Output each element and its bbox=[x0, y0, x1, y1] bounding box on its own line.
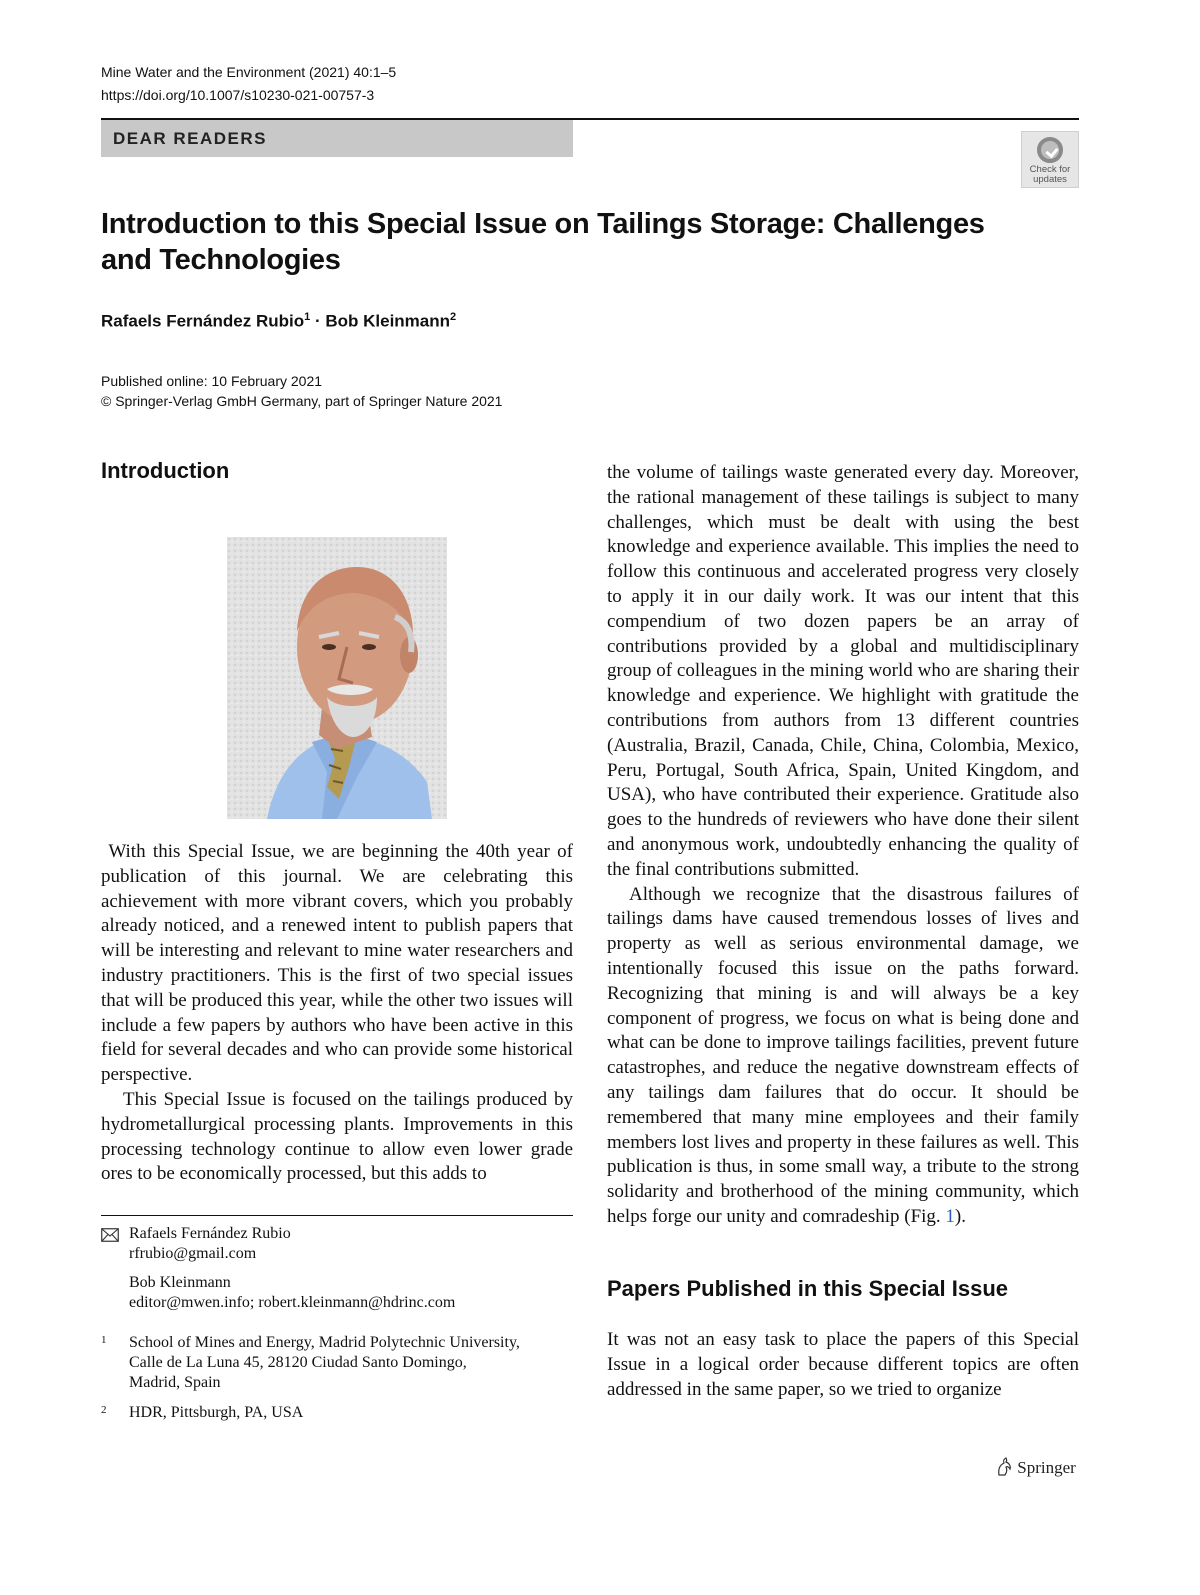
affiliation-marker[interactable]: 1 bbox=[304, 311, 311, 323]
article-title: Introduction to this Special Issue on Tailings Storage: Challenges and Technologies bbox=[101, 208, 985, 276]
body-paragraph: With this Special Issue, we are beginning the 40th year of publication of this journal. We are celebrating this achievement with more vibrant covers, which you probably already noticed, and a renewed intent to publish papers that will be interesting and relevant to mine water researchers and industry practitioners. This is the first of two special issues that will be produced this year, while the other two issues will include a few papers by authors who have been active in this field for several decades and who can provide some historical perspective. bbox=[101, 841, 573, 1086]
publisher-name: Springer bbox=[1017, 1458, 1076, 1477]
papers-published-heading: Papers Published in this Special Issue bbox=[607, 1276, 1009, 1301]
section-label: DEAR READERS bbox=[101, 120, 573, 157]
corresponding-author bbox=[129, 1224, 291, 1264]
affiliation-2: HDR, Pittsburgh, PA, USA bbox=[129, 1404, 304, 1421]
introduction-heading: Introduction bbox=[101, 458, 230, 483]
body-paragraph: the volume of tailings waste generated every day. Moreover, the rational management of these tailings is subject to many challenges, which must be dealt with using the best knowledge and experience available. This implies the need to follow this continuous and accelerated progress very closely to apply it in our daily work. It was our intent that this compendium of two dozen papers be an array of contributions provided by a global and multidisciplinary group of colleagues in the mining world who are sharing their knowledge and experience. We highlight with gratitude the contributions from authors from 13 different countries (Australia, Brazil, Canada, Chile, China, Colombia, Mexico, Peru, Portugal, South Africa, Spain, United Kingdom, and USA), who have contributed their experience. Gratitude also goes to the hundreds of reviewers who have done their silent and anonymous work, undoubtedly enhancing the quality of the final contributions submitted. bbox=[607, 462, 1079, 880]
journal-citation: Mine Water and the Environment (2021) 40:1–5 bbox=[101, 64, 397, 80]
contact-name: Rafaels Fernández Rubio bbox=[129, 1225, 291, 1242]
second-author-contact bbox=[129, 1273, 455, 1313]
author-portrait-photo bbox=[227, 537, 447, 819]
body-paragraph: This Special Issue is focused on the tailings produced by hydrometallurgical processing plants. Improvements in this processing technology continue to allow even lower grade ores to be economically processed, but this adds to bbox=[101, 1088, 573, 1185]
doi-link[interactable]: https://doi.org/10.1007/s10230-021-00757-3 bbox=[101, 87, 375, 103]
springer-horse-icon bbox=[995, 1457, 1013, 1477]
published-online: Published online: 10 February 2021 bbox=[101, 373, 323, 389]
affiliation-number: 2 bbox=[101, 1404, 107, 1416]
affiliation-number: 1 bbox=[101, 1334, 107, 1346]
body-column-right bbox=[607, 461, 1079, 1230]
contact-email[interactable]: rfrubio@gmail.com bbox=[129, 1245, 257, 1262]
check-updates-line1: Check for bbox=[1029, 164, 1071, 175]
affiliation-marker[interactable]: 2 bbox=[450, 311, 457, 323]
envelope-icon bbox=[101, 1228, 119, 1242]
copyright-line: © Springer-Verlag GmbH Germany, part of Springer Nature 2021 bbox=[101, 393, 503, 409]
contact-name: Bob Kleinmann bbox=[129, 1274, 231, 1291]
check-updates-icon bbox=[1037, 137, 1063, 163]
check-updates-line2: updates bbox=[1033, 174, 1067, 185]
body-paragraph: It was not an easy task to place the papers of this Special Issue in a logical order because different topics are often addressed in the same paper, so we tried to organize bbox=[607, 1329, 1079, 1400]
footnote-rule bbox=[101, 1215, 573, 1216]
body-column-right-lower bbox=[607, 1328, 1079, 1402]
body-column-left bbox=[101, 840, 573, 1187]
affiliation-1: School of Mines and Energy, Madrid Polytechnic University, Calle de La Luna 45, 28120 Ciudad Santo Domingo, Madrid, Spain bbox=[129, 1334, 520, 1391]
author-line bbox=[101, 311, 456, 332]
author-name[interactable]: Rafaels Fernández Rubio bbox=[101, 311, 305, 331]
contact-email[interactable]: editor@mwen.info; robert.kleinmann@hdrinc.com bbox=[129, 1294, 456, 1311]
check-for-updates-badge[interactable] bbox=[1021, 131, 1079, 188]
figure-reference-link[interactable]: 1 bbox=[945, 1205, 955, 1227]
body-paragraph: Although we recognize that the disastrous failures of tailings dams have caused tremendous losses of lives and property as well as serious environmental damage, we intentionally focused this issue on the paths forward. Recognizing that mining is and will always be a key component of progress, we focus on what is being done and what can be done to improve tailings facilities, prevent future catastrophes, and reduce the negative downstream effects of any tailings dam failures that do occur. It should be remembered that many mine employees and their family members lost lives and property in these failures as well. This publication is thus, in some small way, a tribute to the strong solidarity and brotherhood of the mining community, which helps forge our unity and comradeship (Fig. 1). bbox=[607, 883, 1079, 1227]
author-separator: · bbox=[310, 311, 326, 331]
publication-info bbox=[101, 371, 502, 411]
publisher-logo bbox=[995, 1457, 1076, 1478]
author-name[interactable]: Bob Kleinmann bbox=[325, 311, 451, 331]
